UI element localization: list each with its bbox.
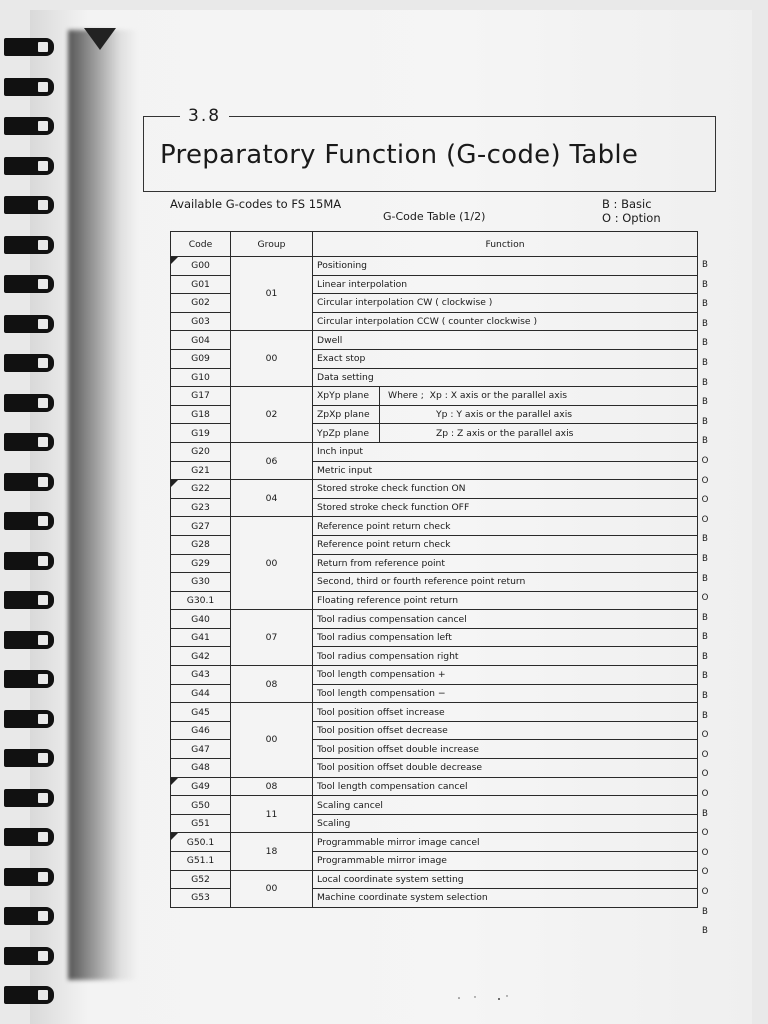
type-column bbox=[699, 256, 711, 942]
function-cell: Tool position offset double decrease bbox=[313, 759, 698, 778]
spiral-binding bbox=[0, 0, 60, 1024]
function-cell: Tool length compensation − bbox=[313, 684, 698, 703]
code-cell: G10 bbox=[171, 368, 231, 387]
type-marker: B bbox=[702, 397, 708, 408]
type-marker: O bbox=[701, 769, 709, 780]
binding-ring bbox=[4, 236, 54, 254]
page-title: Preparatory Function (G-code) Table bbox=[160, 140, 639, 170]
type-marker: B bbox=[702, 318, 708, 329]
function-cell: Exact stop bbox=[313, 349, 698, 368]
binding-ring bbox=[4, 670, 54, 688]
corner-mark-icon bbox=[84, 28, 116, 50]
plane-name: ZpXp plane bbox=[317, 406, 380, 424]
type-marker: B bbox=[702, 534, 708, 545]
code-cell: G53 bbox=[171, 889, 231, 908]
code-cell: G00 bbox=[171, 257, 231, 276]
code-cell: G29 bbox=[171, 554, 231, 573]
type-marker: B bbox=[702, 260, 708, 270]
code-cell: G51.1 bbox=[171, 852, 231, 871]
function-cell: Tool position offset increase bbox=[313, 703, 698, 722]
g-code-table bbox=[170, 231, 698, 908]
function-cell: Tool position offset double increase bbox=[313, 740, 698, 759]
type-marker: O bbox=[701, 749, 709, 760]
group-cell: 11 bbox=[231, 796, 313, 833]
binding-ring bbox=[4, 78, 54, 96]
function-cell: Programmable mirror image bbox=[313, 852, 698, 871]
binding-ring bbox=[4, 947, 54, 965]
code-cell: G19 bbox=[171, 424, 231, 443]
table-row bbox=[171, 870, 698, 889]
code-cell: G20 bbox=[171, 442, 231, 461]
type-marker: O bbox=[701, 730, 709, 741]
legend-basic: B : Basic bbox=[602, 197, 652, 211]
code-cell: G09 bbox=[171, 349, 231, 368]
table-row bbox=[171, 480, 698, 499]
function-cell: Circular interpolation CCW ( counter clockwise ) bbox=[313, 312, 698, 331]
binding-ring bbox=[4, 552, 54, 570]
code-cell: G02 bbox=[171, 294, 231, 313]
code-cell: G41 bbox=[171, 628, 231, 647]
type-marker: B bbox=[702, 279, 708, 290]
section-number: 3.8 bbox=[180, 106, 229, 126]
type-marker: B bbox=[702, 416, 708, 427]
code-cell: G30 bbox=[171, 573, 231, 592]
plane-name: YpZp plane bbox=[317, 424, 380, 442]
binding-ring bbox=[4, 394, 54, 412]
function-cell: Stored stroke check function OFF bbox=[313, 498, 698, 517]
table-row bbox=[171, 796, 698, 815]
table-row bbox=[171, 517, 698, 536]
type-marker: O bbox=[701, 828, 709, 839]
group-cell: 04 bbox=[231, 480, 313, 517]
function-cell: Dwell bbox=[313, 331, 698, 350]
type-marker: O bbox=[701, 847, 709, 858]
type-marker: B bbox=[702, 906, 708, 917]
code-cell: G30.1 bbox=[171, 591, 231, 610]
type-marker: O bbox=[701, 789, 709, 800]
table-row bbox=[171, 331, 698, 350]
binding-ring bbox=[4, 710, 54, 728]
code-cell: G52 bbox=[171, 870, 231, 889]
type-marker: O bbox=[701, 475, 709, 486]
code-cell: G46 bbox=[171, 721, 231, 740]
function-cell: Tool length compensation + bbox=[313, 666, 698, 685]
binding-ring bbox=[4, 117, 54, 135]
binding-ring bbox=[4, 631, 54, 649]
function-cell: Scaling bbox=[313, 814, 698, 833]
legend-option: O : Option bbox=[602, 211, 661, 225]
function-cell: Positioning bbox=[313, 257, 698, 276]
binding-ring bbox=[4, 354, 54, 372]
binding-ring bbox=[4, 591, 54, 609]
code-cell: G40 bbox=[171, 610, 231, 629]
table-row bbox=[171, 833, 698, 852]
function-cell: Floating reference point return bbox=[313, 591, 698, 610]
type-marker: B bbox=[702, 377, 708, 388]
group-cell: 00 bbox=[231, 331, 313, 387]
code-cell: G43 bbox=[171, 666, 231, 685]
code-cell: G51 bbox=[171, 814, 231, 833]
group-cell: 01 bbox=[231, 257, 313, 331]
group-cell: 00 bbox=[231, 703, 313, 777]
binding-ring bbox=[4, 196, 54, 214]
type-marker: B bbox=[702, 671, 708, 682]
plane-note: Where ; Xp : X axis or the parallel axis bbox=[388, 390, 568, 402]
function-cell: Tool radius compensation left bbox=[313, 628, 698, 647]
code-cell: G03 bbox=[171, 312, 231, 331]
group-cell: 00 bbox=[231, 517, 313, 610]
group-cell: 18 bbox=[231, 833, 313, 870]
function-cell: Machine coordinate system selection bbox=[313, 889, 698, 908]
code-cell: G18 bbox=[171, 405, 231, 424]
code-cell: G48 bbox=[171, 759, 231, 778]
plane-note: Yp : Y axis or the parallel axis bbox=[436, 409, 573, 421]
type-marker: B bbox=[702, 436, 708, 447]
binding-ring bbox=[4, 38, 54, 56]
type-marker: B bbox=[702, 651, 708, 662]
function-cell: Reference point return check bbox=[313, 517, 698, 536]
code-cell: G44 bbox=[171, 684, 231, 703]
binding-ring bbox=[4, 986, 54, 1004]
function-cell: Scaling cancel bbox=[313, 796, 698, 815]
table-row bbox=[171, 777, 698, 796]
plane-note: Zp : Z axis or the parallel axis bbox=[436, 427, 574, 439]
binding-ring bbox=[4, 157, 54, 175]
group-cell: 00 bbox=[231, 870, 313, 907]
binding-ring bbox=[4, 749, 54, 767]
code-cell: G21 bbox=[171, 461, 231, 480]
table-row bbox=[171, 666, 698, 685]
group-cell: 08 bbox=[231, 666, 313, 703]
binding-ring bbox=[4, 828, 54, 846]
type-marker: B bbox=[702, 612, 708, 623]
function-cell: Linear interpolation bbox=[313, 275, 698, 294]
type-marker: B bbox=[702, 691, 708, 702]
code-cell: G04 bbox=[171, 331, 231, 350]
function-cell: Reference point return check bbox=[313, 535, 698, 554]
type-marker: O bbox=[701, 495, 709, 506]
table-row bbox=[171, 387, 698, 406]
binding-ring bbox=[4, 473, 54, 491]
type-marker: B bbox=[702, 299, 708, 310]
type-marker: B bbox=[702, 553, 708, 564]
code-cell: G50.1 bbox=[171, 833, 231, 852]
function-cell bbox=[313, 424, 698, 443]
table-caption: G-Code Table (1/2) bbox=[383, 210, 486, 223]
function-cell: Circular interpolation CW ( clockwise ) bbox=[313, 294, 698, 313]
code-cell: G49 bbox=[171, 777, 231, 796]
plane-name: XpYp plane bbox=[317, 387, 380, 405]
binding-ring bbox=[4, 868, 54, 886]
binding-ring bbox=[4, 275, 54, 293]
type-marker: O bbox=[701, 593, 709, 604]
function-cell: Tool radius compensation right bbox=[313, 647, 698, 666]
type-marker: B bbox=[702, 338, 708, 349]
binding-ring bbox=[4, 512, 54, 530]
type-marker: B bbox=[702, 632, 708, 643]
type-marker: B bbox=[702, 926, 708, 937]
code-cell: G27 bbox=[171, 517, 231, 536]
table-row bbox=[171, 257, 698, 276]
group-cell: 02 bbox=[231, 387, 313, 443]
code-cell: G17 bbox=[171, 387, 231, 406]
header-function: Function bbox=[313, 232, 698, 257]
code-cell: G23 bbox=[171, 498, 231, 517]
code-cell: G45 bbox=[171, 703, 231, 722]
binding-ring bbox=[4, 433, 54, 451]
function-cell: Stored stroke check function ON bbox=[313, 480, 698, 499]
header-code: Code bbox=[171, 232, 231, 257]
code-cell: G47 bbox=[171, 740, 231, 759]
function-cell: Programmable mirror image cancel bbox=[313, 833, 698, 852]
function-cell: Second, third or fourth reference point return bbox=[313, 573, 698, 592]
code-cell: G22 bbox=[171, 480, 231, 499]
table-row bbox=[171, 610, 698, 629]
function-cell bbox=[313, 405, 698, 424]
group-cell: 07 bbox=[231, 610, 313, 666]
group-cell: 06 bbox=[231, 442, 313, 479]
type-marker: O bbox=[701, 514, 709, 525]
type-marker: B bbox=[702, 808, 708, 819]
binding-ring bbox=[4, 789, 54, 807]
function-cell: Tool length compensation cancel bbox=[313, 777, 698, 796]
type-marker: O bbox=[701, 867, 709, 878]
table-header-row bbox=[171, 232, 698, 257]
binding-ring bbox=[4, 907, 54, 925]
function-cell: Local coordinate system setting bbox=[313, 870, 698, 889]
legend bbox=[602, 197, 661, 225]
code-cell: G50 bbox=[171, 796, 231, 815]
type-marker: O bbox=[701, 455, 709, 466]
header-group: Group bbox=[231, 232, 313, 257]
function-cell: Tool position offset decrease bbox=[313, 721, 698, 740]
function-cell: Metric input bbox=[313, 461, 698, 480]
function-cell: Return from reference point bbox=[313, 554, 698, 573]
function-cell: Tool radius compensation cancel bbox=[313, 610, 698, 629]
paper-specks bbox=[455, 995, 515, 1001]
code-cell: G01 bbox=[171, 275, 231, 294]
type-marker: O bbox=[701, 887, 709, 897]
code-cell: G42 bbox=[171, 647, 231, 666]
function-cell bbox=[313, 387, 698, 406]
function-cell: Inch input bbox=[313, 442, 698, 461]
table-row bbox=[171, 703, 698, 722]
code-cell: G28 bbox=[171, 535, 231, 554]
type-marker: B bbox=[702, 573, 708, 584]
binding-ring bbox=[4, 315, 54, 333]
type-marker: B bbox=[702, 710, 708, 721]
available-codes-caption: Available G-codes to FS 15MA bbox=[170, 197, 342, 211]
function-cell: Data setting bbox=[313, 368, 698, 387]
table-row bbox=[171, 442, 698, 461]
type-marker: B bbox=[702, 357, 708, 368]
group-cell: 08 bbox=[231, 777, 313, 796]
binding-shadow bbox=[68, 30, 138, 980]
